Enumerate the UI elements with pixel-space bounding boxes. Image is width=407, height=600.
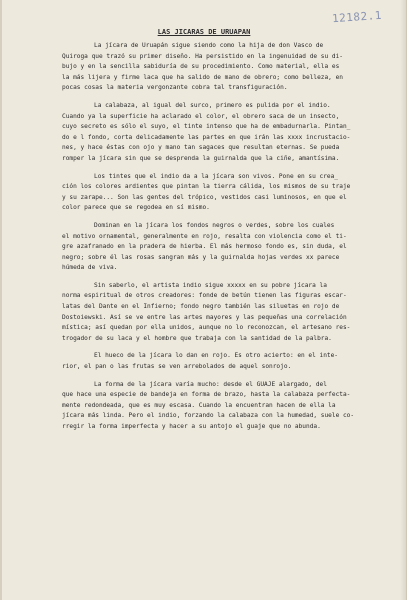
paragraph [62, 380, 392, 433]
text-line: Dostoiewski. Así se ve entre las artes mayores y las pequeñas una correlación [62, 313, 347, 321]
text-line: nes, y hace éstas con ojo y mano tan sagaces que resultan eternas. Se pueda [62, 144, 340, 152]
paragraph-gap [62, 274, 392, 281]
text-line: Cuando ya la superficie ha aclarado el color, el obrero saca de un insecto, [62, 112, 340, 120]
text-line: bujo y en la sencilla sabiduría de su procedimiento. Como material, ella es [62, 63, 340, 71]
text-line: do e l fondo, corta delicadamente las partes en que irán las xxxx incrustacio- [62, 133, 351, 141]
text-line: La forma de la jícara varía mucho: desde el GUAJE alargado, del [94, 380, 327, 388]
text-line: Quiroga que trazó su primer diseño. Ha persistido en la ingenuidad de su di- [62, 52, 343, 60]
text-line: La calabaza, al igual del surco, primero es pulida por el indio. [94, 101, 331, 109]
text-line: color parece que se regodea en sí mismo. [62, 204, 210, 212]
paragraph [62, 281, 392, 345]
catalog-number: 12182.1 [331, 8, 383, 26]
document-title: LAS JICARAS DE URUAPAN [157, 28, 251, 36]
document-body [62, 41, 392, 433]
text-line: La jícara de Uruapán sigue siendo como la hija de don Vasco de [94, 42, 324, 49]
text-line: latas del Dante en el Infierno; fondo negro también las siluetas en rojo de [62, 303, 340, 311]
text-line: pocas cosas la materia vergonzante cobra tal transfiguración. [62, 84, 288, 92]
text-line: mente redondeada, que es muy escasa. Cuando la encuentran hacen de ella la [62, 401, 336, 409]
paragraph-gap [62, 94, 392, 101]
text-line: húmeda de viva. [62, 264, 118, 272]
paragraph-gap [62, 344, 392, 351]
page-edge-shadow [400, 0, 406, 600]
text-line: la más lijera y firme laca que ha salido de mano de obrero; como belleza, en [62, 73, 343, 81]
text-line: jícara más linda. Pero el indio, forzando la calabaza con la humedad, suele co- [62, 412, 355, 420]
text-line: mística; así quedan por ella unidos, aunque no lo reconozcan, el artesano res- [62, 324, 351, 332]
text-line: y su zarape... Son las gentes del trópico, vestidos casi luminosos, en que el [62, 193, 347, 201]
paragraph-gap [62, 373, 392, 380]
paragraph [62, 41, 392, 94]
paragraph-gap [62, 214, 392, 221]
paragraph-gap [62, 165, 392, 172]
text-line: rior, el pan o las frutas se ven arrebolados de aquel sonrojo. [62, 363, 292, 371]
paragraph [62, 172, 392, 214]
text-line: el motivo ornamental, generalmente en rojo, resalta con violencia como el ti- [62, 232, 347, 240]
text-line: gre azafranado en la pradera de hierba. El más hermoso fondo es, sin duda, el [62, 243, 347, 251]
text-line: ción los colores ardientes que pintan la tierra cálida, los mismos de su traje [62, 183, 351, 191]
paragraph [62, 351, 392, 372]
text-line: Sin saberlo, el artista indio sigue xxxxx en su pobre jícara la [94, 281, 327, 289]
text-line: romper la jícara sin que se desprenda la guirnalda que la ciñe, amantísima. [62, 154, 340, 162]
text-line: Los tintes que el indio da a la jícara son vivos. Pone en su crea_ [94, 172, 339, 180]
text-line: cuyo secreto es sólo el suyo, el tinte intenso que ha de embadurnarla. Pintan_ [62, 123, 351, 131]
text-line: Dominan en la jícara los fondos negros o verdes, sobre los cuales [94, 221, 335, 229]
text-line: negro; sobre él las rosas sangran más y la guirnalda hojas verdes xx parece [62, 253, 340, 261]
paragraph [62, 101, 392, 165]
paragraph [62, 221, 392, 274]
text-line: norma espiritual de otros creadores: fonde de betún tienen las figuras escar- [62, 292, 347, 300]
text-line: trogador de su laca y el hombre que trabaja con la santidad de la palbra. [62, 334, 332, 342]
text-line: rregir la forma imperfecta y hacer a su antojo el guaje que no abunda. [62, 423, 321, 430]
text-line: El hueco de la jícara lo dan en rojo. Es otro acierto: en el inte- [94, 352, 339, 360]
text-line: que hace una especie de bandeja en forma de brazo, hasta la calabaza perfecta- [62, 391, 351, 399]
